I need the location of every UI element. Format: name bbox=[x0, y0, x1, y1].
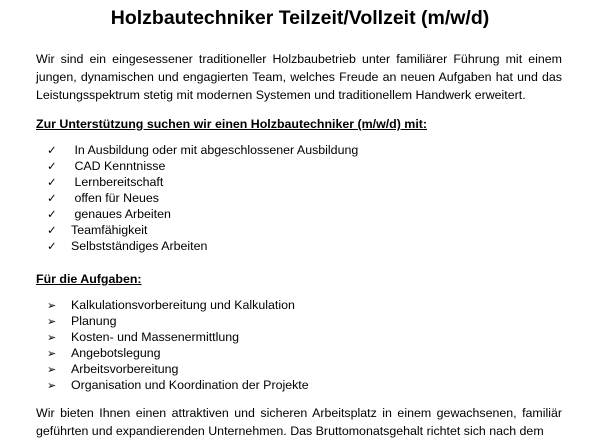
list-item bbox=[47, 142, 358, 158]
list-item-text: Kosten- und Massenermittlung bbox=[71, 330, 240, 344]
requirements-list bbox=[47, 142, 358, 254]
arrow-right-icon: ➢ bbox=[47, 331, 57, 344]
list-item-text: Teamfähigkeit bbox=[71, 223, 148, 237]
list-item bbox=[47, 174, 358, 190]
list-item-text: Planung bbox=[71, 314, 117, 328]
check-mark-icon: ✓ bbox=[47, 223, 57, 237]
check-mark-icon: ✓ bbox=[47, 191, 57, 205]
tasks-list bbox=[47, 297, 309, 393]
list-item-text: Arbeitsvorbereitung bbox=[71, 362, 179, 376]
check-mark-icon: ✓ bbox=[47, 207, 57, 221]
arrow-right-icon: ➢ bbox=[47, 379, 57, 392]
intro-paragraph: Wir sind ein eingesessener traditioneller Holzbaubetrieb unter familiärer Führung mit einem jungen, dynamischen und engagierten Team, welches Freude an neuen Aufgaben hat und das Leistungsspektrum stetig mit modernen Systemen und traditionellem Handwerk erweitert. bbox=[36, 52, 562, 102]
check-mark-icon: ✓ bbox=[47, 175, 57, 189]
list-item-text: Selbstständiges Arbeiten bbox=[71, 239, 208, 253]
list-item bbox=[47, 345, 309, 361]
list-item-text: CAD Kenntnisse bbox=[71, 159, 166, 173]
list-item bbox=[47, 190, 358, 206]
arrow-right-icon: ➢ bbox=[47, 363, 57, 376]
list-item bbox=[47, 206, 358, 222]
list-item bbox=[47, 313, 309, 329]
check-mark-icon: ✓ bbox=[47, 239, 57, 253]
list-item bbox=[47, 222, 358, 238]
tasks-heading: Für die Aufgaben: bbox=[36, 272, 142, 286]
check-mark-icon: ✓ bbox=[47, 159, 57, 173]
arrow-right-icon: ➢ bbox=[47, 299, 57, 312]
list-item bbox=[47, 158, 358, 174]
list-item-text: offen für Neues bbox=[71, 191, 159, 205]
list-item-text: Angebotslegung bbox=[71, 346, 161, 360]
list-item-text: genaues Arbeiten bbox=[71, 207, 171, 221]
list-item-text: Organisation und Koordination der Projekte bbox=[71, 378, 309, 392]
list-item bbox=[47, 238, 358, 254]
arrow-right-icon: ➢ bbox=[47, 347, 57, 360]
list-item bbox=[47, 329, 309, 345]
arrow-right-icon: ➢ bbox=[47, 315, 57, 328]
check-mark-icon: ✓ bbox=[47, 143, 57, 157]
list-item bbox=[47, 361, 309, 377]
job-title: Holzbautechniker Teilzeit/Vollzeit (m/w/d) bbox=[110, 7, 490, 29]
list-item bbox=[47, 377, 309, 393]
list-item bbox=[47, 297, 309, 313]
list-item-text: Lernbereitschaft bbox=[71, 175, 164, 189]
requirements-heading: Zur Unterstützung suchen wir einen Holzbautechniker (m/w/d) mit: bbox=[36, 117, 428, 131]
list-item-text: Kalkulationsvorbereitung und Kalkulation bbox=[71, 298, 295, 312]
closing-paragraph: Wir bieten Ihnen einen attraktiven und sicheren Arbeitsplatz in einem gewachsenen, familiär geführten und expandierenden Unternehmen. Das Bruttomonatsgehalt richtet sich nach dem bbox=[36, 406, 562, 438]
list-item-text: In Ausbildung oder mit abgeschlossener Ausbildung bbox=[71, 143, 359, 157]
